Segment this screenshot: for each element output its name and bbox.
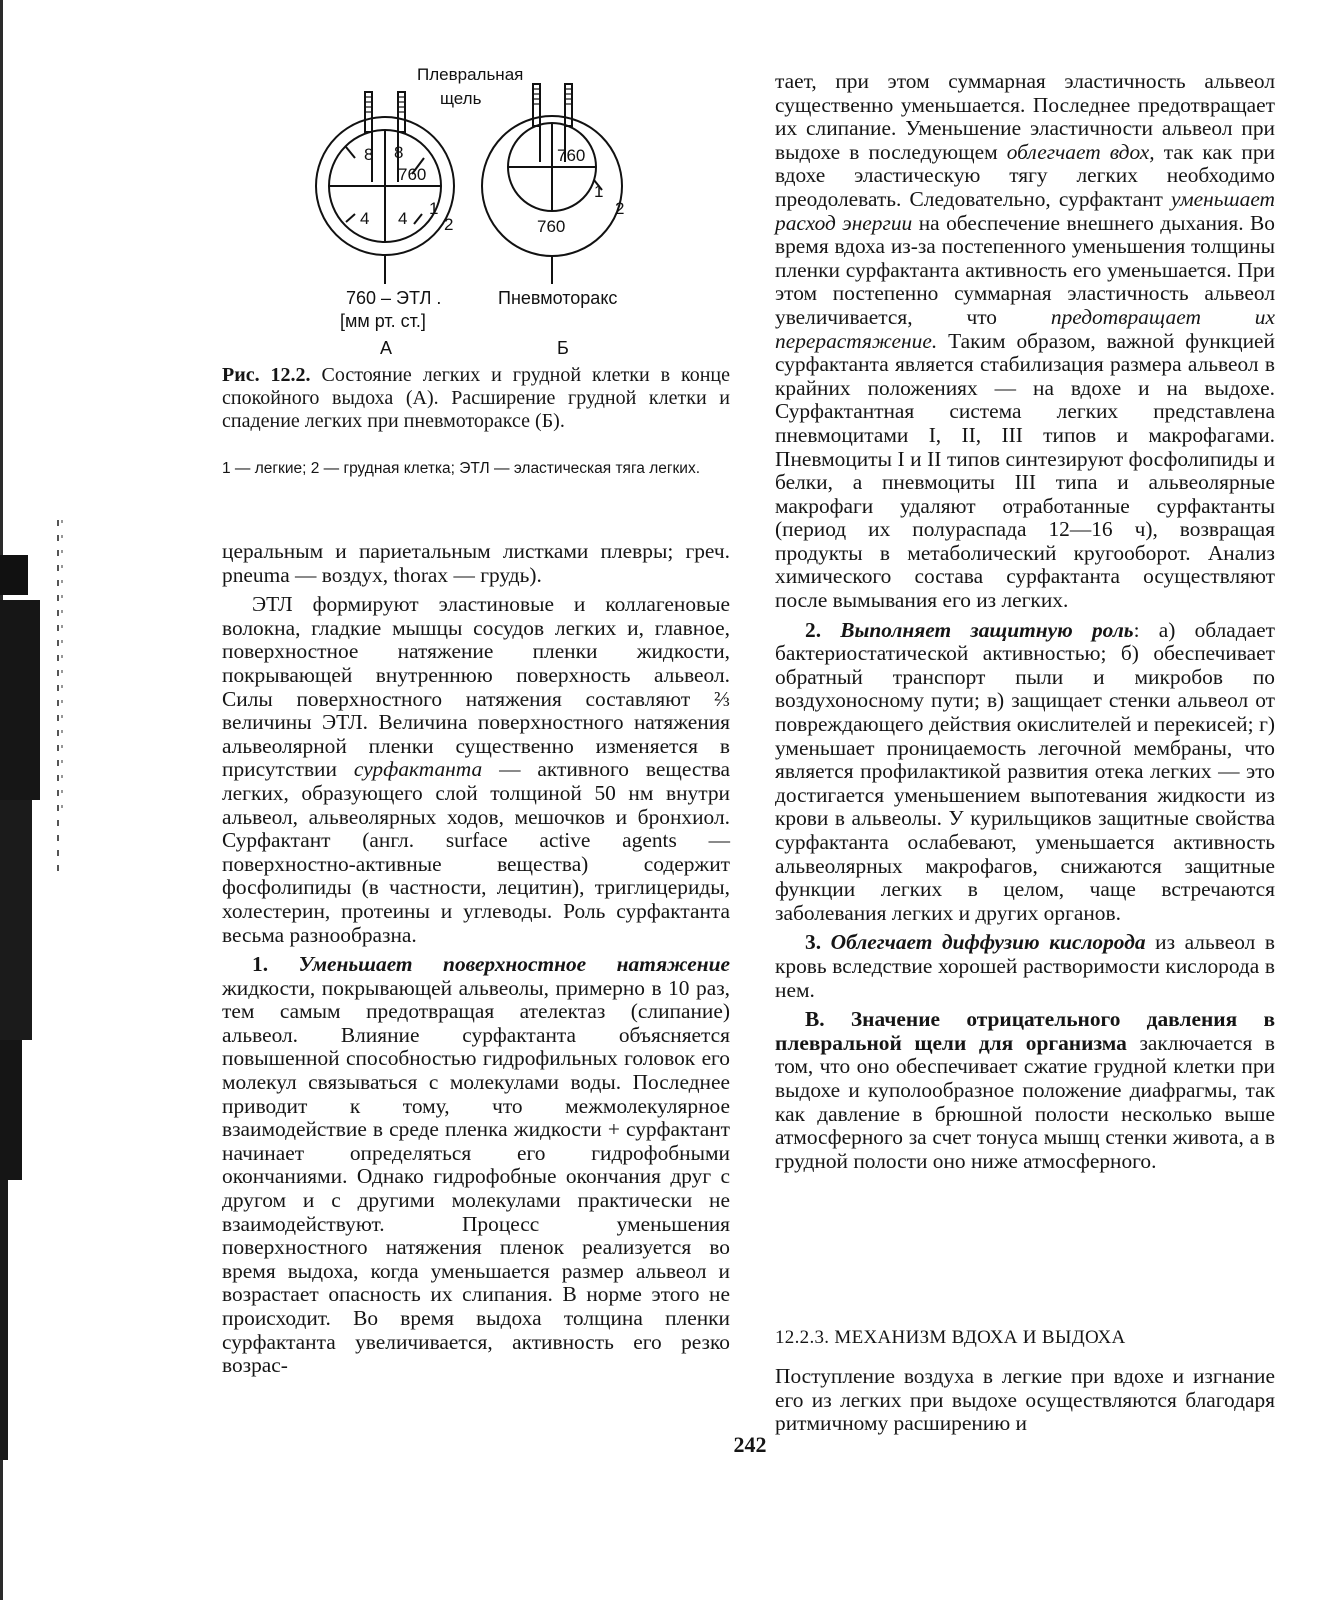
list-number: 1.	[252, 952, 299, 977]
emphasis: облегчает вдох,	[1006, 139, 1155, 164]
text-run: на обеспечение внешнего дыхания. Во время вдоха из-за постепенного уменьшения толщины пленки сурфактанта активность его уменьшается. При этом постепенно суммарная эластичность альвеол увеличивается, что	[775, 210, 1275, 329]
text-run: тает, при этом суммарная эластичность альвеол существенно уменьшается. Последнее предотвращает их слипание. Уменьшение эластичности альвеол при выдохе в последующем	[775, 69, 1275, 164]
label-a-units: [мм рт. ст.]	[340, 311, 426, 331]
scan-edge-artifact	[0, 0, 70, 1600]
figure-pleural-diagram	[222, 62, 732, 362]
diagram-b-manometer-right	[565, 84, 572, 126]
text-run: так как при вдохе эластическую тягу легких необходимо преодолевать. Следовательно, сурфактант	[775, 139, 1275, 211]
list-number: 2.	[805, 617, 841, 642]
label-pleural-line2: щель	[440, 89, 482, 108]
label-pneumothorax: Пневмоторакс	[498, 288, 618, 308]
a-value: 4	[398, 209, 408, 228]
text-run: жидкости, покрывающей альвеолы, примерно в 10 раз, тем самым предотвращая ателектаз (слипание) альвеол. Влияние сурфактанта объясняется повышенной способностью гидрофильных головок его молекул связываться с молекулами воды. Последнее приводит к тому, что межмолекулярное взаимодействие в среде пленка жидкости + сурфактант начинает определяться его гидрофобными окончаниями. Однако гидрофобные окончания друг с другом и с другими молекулами практически не взаимодействуют. Процесс уменьшения поверхностного натяжения пленок реализуется во время выдоха, когда уменьшается размер альвеол и возрастает опасность их слипания. В норме этого не происходит. Во время выдоха толщина пленки сурфактанта увеличивается, активность его резко возрас-	[222, 975, 730, 1378]
page-number: 242	[733, 1432, 767, 1457]
paragraph: церальным и париетальным листками плевры; греч. pneuma — воздух, thorax — грудь).	[222, 539, 730, 587]
paragraph	[775, 619, 1275, 926]
text-run: — активного вещества легких, образующего слой толщиной 50 нм внутри альвеол, альвеолярных ходов, мешочков и бронхиол. Сурфактант (англ. surface active agents — поверхностно-активные вещества) содержит фосфолипиды (в частности, лецитин), триглицериды, холестерин, протеины и углеводы. Роль сурфактанта весьма разнообразна.	[222, 757, 731, 947]
a-value: 8	[364, 145, 374, 164]
emphasis: уменьшает расход энергии	[775, 186, 1275, 235]
paragraph	[222, 953, 730, 1378]
bold-run: В. Значение отрицательного давления в плевральной щели для организма	[775, 1007, 1275, 1055]
b-value: 1	[594, 182, 604, 201]
right-column-continued	[775, 1365, 1275, 1436]
figure-caption	[222, 364, 730, 433]
label-a-etl: 760 – ЭТЛ .	[346, 288, 442, 308]
label-pleural-line1: Плевральная	[417, 65, 524, 84]
label-a: А	[380, 338, 393, 358]
text-run: ЭТЛ формируют эластиновые и коллагеновые волокна, гладкие мышцы сосудов легких и, главное, поверхностное натяжение пленки жидкости, покрывающей внутреннюю поверхность альвеол. Силы поверхностного натяжения составляют ⅔ величины ЭТЛ. Величина поверхностного натяжения альвеолярной пленки существенно изменяется в присутствии	[222, 592, 730, 782]
paragraph: Поступление воздуха в легкие при вдохе и изгнание его из легких при выдохе осуществляются благодаря ритмичному расширению и	[775, 1364, 1275, 1436]
a-value: 8	[394, 143, 404, 162]
a-value: 1	[429, 199, 439, 218]
text-run: : а) обладает бактериостатической активностью; б) обеспечивает обратный транспорт пыли и микробов по воздухоносному пути; в) защищает стенки альвеол от повреждающего действия окислителей и перекисей; г) уменьшает проницаемость легочной мембраны, что является профилактикой развития отека легких — это достигается уменьшением выпотевания жидкости из крови в альвеолы. У курильщиков защитные свойства сурфактанта ослабевают, уменьшается активность альвеолярных макрофагов, снижаются защитные функции легких в целом, чаще встречаются заболевания легких и других органов.	[775, 617, 1275, 925]
paragraph	[775, 931, 1275, 1002]
a-value: 4	[360, 209, 370, 228]
pleural-diagram-svg	[222, 62, 732, 362]
text-run: заключается в том, что оно обеспечивает сжатие грудной клетки при выдохе и куполообразное положение диафрагмы, так как давление в брюшной полости несколько выше атмосферного за счет тонуса мышц стенки живота, а в грудной полости оно ниже атмосферного.	[775, 1030, 1275, 1173]
text-run: Таким образом, важной функцией сурфактанта является стабилизация размера альвеол в крайних положениях — на вдохе и на выдохе. Сурфактантная система легких представлена пневмоцитами I, II, III типов и макрофагами. Пневмоциты I и II типов синтезируют фосфолипиды и белки, а пневмоциты III типа и альвеолярные макрофаги удаляют отработанные сурфактанты (период их полураспада 12—16 ч), возвращая продукты в метаболический кругооборот. Анализ химического состава сурфактанта осуществляют после вымывания его из легких.	[775, 328, 1275, 613]
emphasis-bold: Уменьшает поверхностное натяжение	[298, 952, 731, 977]
text-run: из альвеол в кровь вследствие хорошей растворимости кислорода в нем.	[775, 930, 1275, 1002]
figure-legend: 1 — легкие; 2 — грудная клетка; ЭТЛ — эластическая тяга легких.	[222, 460, 701, 477]
label-b: Б	[557, 338, 569, 358]
b-value: 760	[557, 146, 586, 165]
emphasis: предотвращает их перерастяжение.	[775, 304, 1275, 353]
diagram-b-manometer-left	[533, 84, 540, 126]
section-heading: 12.2.3. МЕХАНИЗМ ВДОХА И ВЫДОХА	[775, 1327, 1126, 1348]
caption-label: Рис. 12.2.	[222, 364, 311, 386]
emphasis-bold: Выполняет защитную роль	[840, 617, 1134, 642]
left-column	[222, 540, 730, 1378]
b-value: 2	[615, 199, 625, 218]
list-number: 3.	[805, 930, 831, 955]
a-value: 760	[398, 165, 427, 184]
caption-text: Состояние легких и грудной клетки в конце спокойного выдоха (А). Расширение грудной клетки и спадение легких при пневмотораксе (Б).	[222, 364, 730, 432]
paragraph	[222, 593, 730, 947]
paragraph	[775, 70, 1275, 613]
emphasis: сурфактанта	[353, 757, 483, 782]
right-column	[775, 70, 1275, 1173]
emphasis-bold: Облегчает диффузию кислорода	[830, 930, 1146, 955]
a-value: 2	[444, 215, 454, 234]
paragraph	[775, 1008, 1275, 1173]
diagram-a	[316, 92, 454, 284]
b-value: 760	[537, 217, 566, 236]
